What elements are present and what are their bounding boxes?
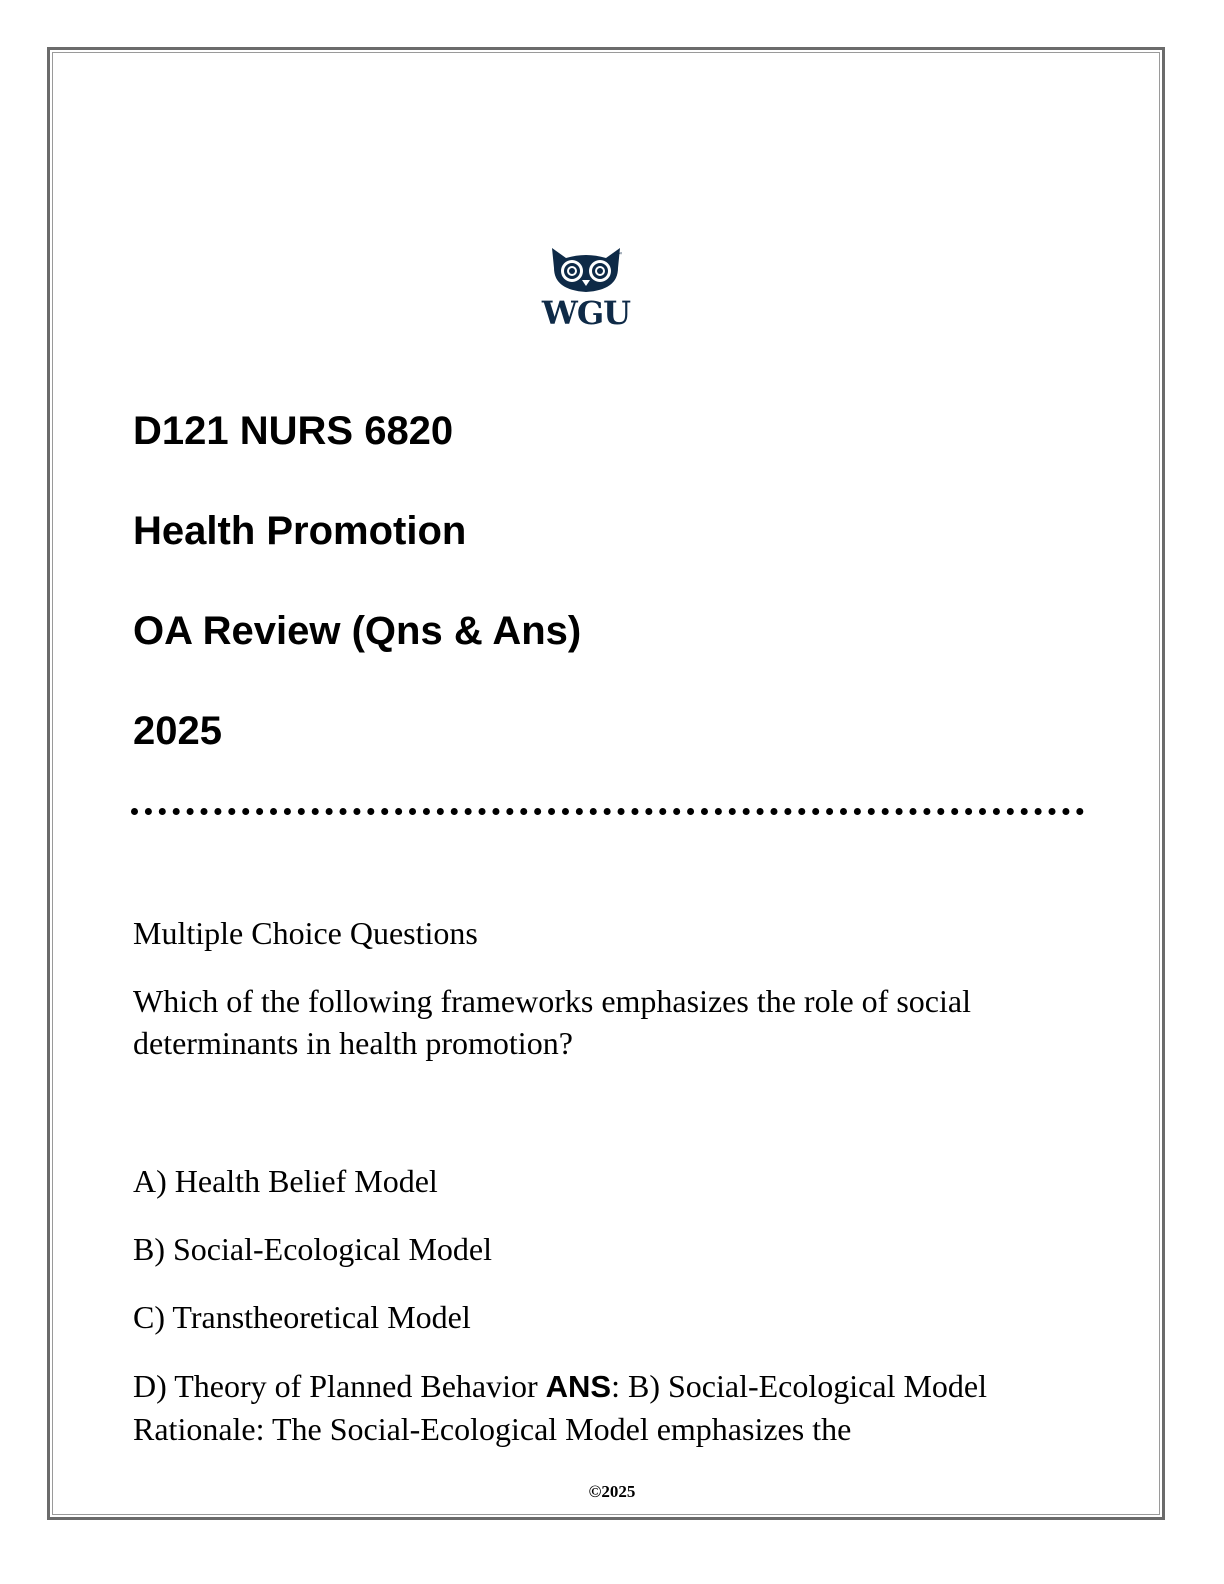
- course-code: D121 NURS 6820: [133, 409, 454, 453]
- section-title: Multiple Choice Questions: [133, 915, 478, 951]
- answer-text: : B) Social-Ecological Model Rationale: The Social-Ecological Model emphasizes the: [133, 1368, 987, 1447]
- option-d-with-answer: [133, 1365, 1083, 1450]
- answer-label: ANS: [545, 1369, 612, 1404]
- wgu-logo: [536, 246, 636, 334]
- logo-text: WGU: [541, 294, 631, 332]
- document-type: OA Review (Qns & Ans): [133, 609, 582, 653]
- course-title: Health Promotion: [133, 509, 467, 553]
- option-b: B) Social-Ecological Model: [133, 1231, 493, 1267]
- dotted-divider: [131, 808, 1084, 815]
- trademark-mark: ™: [616, 252, 622, 258]
- question-text: Which of the following frameworks emphasizes the role of social determinants in health promotion?: [133, 983, 971, 1061]
- option-a: A) Health Belief Model: [133, 1163, 438, 1199]
- footer-copyright: ©2025: [588, 1482, 636, 1501]
- option-c: C) Transtheoretical Model: [133, 1299, 471, 1335]
- document-year: 2025: [133, 709, 222, 753]
- option-d: D) Theory of Planned Behavior: [133, 1368, 538, 1404]
